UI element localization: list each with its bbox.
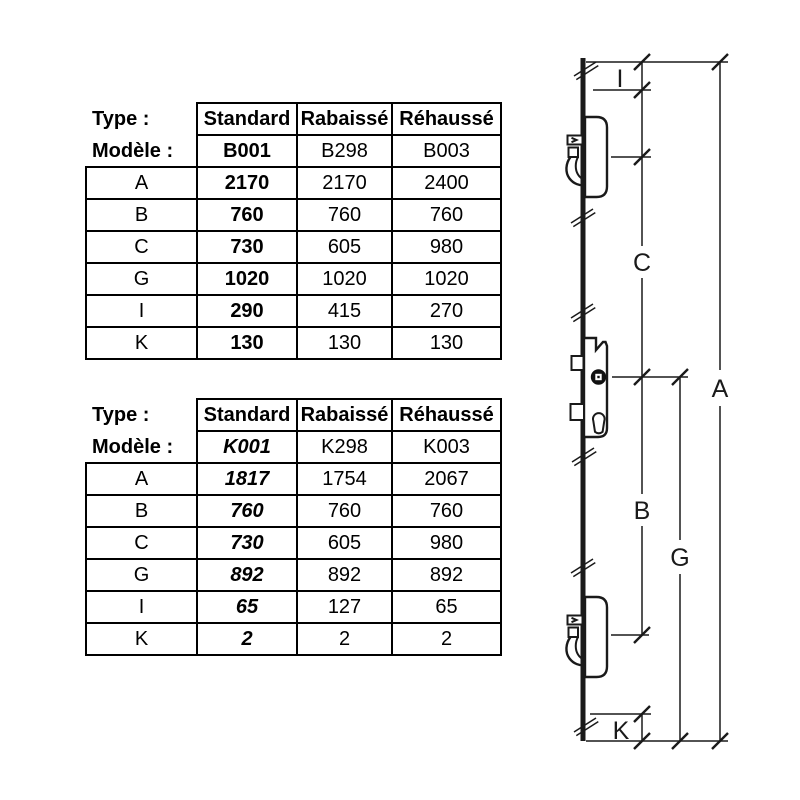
table-cell: 760	[197, 199, 297, 231]
table-cell: 65	[392, 591, 501, 623]
dim-row-label: B	[86, 495, 197, 527]
column-header-rabaisse: Rabaissé	[297, 399, 392, 431]
dim-label-B: B	[633, 497, 651, 525]
dim-label-A: A	[711, 375, 729, 403]
dim-label-C: C	[632, 249, 652, 277]
table-cell: 760	[392, 199, 501, 231]
model-standard: B001	[197, 135, 297, 167]
table-cell: 2170	[297, 167, 392, 199]
table-cell: 605	[297, 231, 392, 263]
model-rehausse: B003	[392, 135, 501, 167]
table-cell: 980	[392, 231, 501, 263]
table-cell: 892	[392, 559, 501, 591]
table-cell: 65	[197, 591, 297, 623]
dim-label-G: G	[670, 544, 690, 572]
column-header-rabaisse: Rabaissé	[297, 103, 392, 135]
table-cell: 1754	[297, 463, 392, 495]
hook-base	[569, 628, 579, 638]
model-rabaisse: B298	[297, 135, 392, 167]
table-cell: 130	[392, 327, 501, 359]
table-cell: 1020	[297, 263, 392, 295]
hook-base	[569, 148, 579, 158]
dim-row-label: C	[86, 527, 197, 559]
table-cell: 1817	[197, 463, 297, 495]
table-cell: 1020	[197, 263, 297, 295]
table-cell: 760	[297, 495, 392, 527]
table-cell: 2	[297, 623, 392, 655]
dim-row-label: I	[86, 591, 197, 623]
table-cell: 130	[197, 327, 297, 359]
table-cell: 760	[297, 199, 392, 231]
bottom-hook-keep	[566, 597, 607, 677]
table-cell: 892	[297, 559, 392, 591]
dimension-labels	[613, 65, 729, 745]
dim-row-label: G	[86, 263, 197, 295]
dim-row-label: A	[86, 463, 197, 495]
table-cell: 730	[197, 527, 297, 559]
table-cell: 130	[297, 327, 392, 359]
table-cell: 760	[392, 495, 501, 527]
table-cell: 127	[297, 591, 392, 623]
dim-label-K: K	[612, 717, 630, 745]
break-mark	[574, 62, 598, 80]
table-cell: 980	[392, 527, 501, 559]
table-cell: 2170	[197, 167, 297, 199]
dim-row-label: G	[86, 559, 197, 591]
table-cell: 605	[297, 527, 392, 559]
keep-housing	[585, 597, 607, 677]
table-cell: 2067	[392, 463, 501, 495]
table-cell: 2400	[392, 167, 501, 199]
type-label: Type :	[92, 404, 150, 426]
table-cell: 2	[197, 623, 297, 655]
dim-label-I: I	[616, 65, 624, 93]
column-header-standard: Standard	[197, 103, 297, 135]
model-standard: K001	[197, 431, 297, 463]
dim-row-label: I	[86, 295, 197, 327]
keep-housing	[585, 117, 607, 197]
column-header-rehausse: Réhaussé	[392, 399, 501, 431]
dim-row-label: B	[86, 199, 197, 231]
break-mark	[574, 718, 598, 736]
dim-row-label: C	[86, 231, 197, 263]
model-rabaisse: K298	[297, 431, 392, 463]
dim-row-label: K	[86, 623, 197, 655]
table-cell: 1020	[392, 263, 501, 295]
table-cell: 760	[197, 495, 297, 527]
table-cell: 2	[392, 623, 501, 655]
model-label: Modèle :	[92, 139, 174, 162]
central-gearbox	[571, 338, 608, 437]
case-tab-upper	[572, 356, 584, 370]
table-cell: 892	[197, 559, 297, 591]
model-label: Modèle :	[92, 435, 174, 458]
handle-hub-icon	[591, 370, 605, 384]
keyhole-icon	[593, 413, 605, 433]
column-header-standard: Standard	[197, 399, 297, 431]
model-rehausse: K003	[392, 431, 501, 463]
top-hook-keep	[566, 117, 607, 197]
case-tab-lower	[571, 404, 585, 420]
type-label: Type :	[92, 108, 150, 130]
table-cell: 270	[392, 295, 501, 327]
column-header-rehausse: Réhaussé	[392, 103, 501, 135]
dim-row-label: K	[86, 327, 197, 359]
dim-row-label: A	[86, 167, 197, 199]
table-cell: 290	[197, 295, 297, 327]
table-cell: 415	[297, 295, 392, 327]
table-cell: 730	[197, 231, 297, 263]
